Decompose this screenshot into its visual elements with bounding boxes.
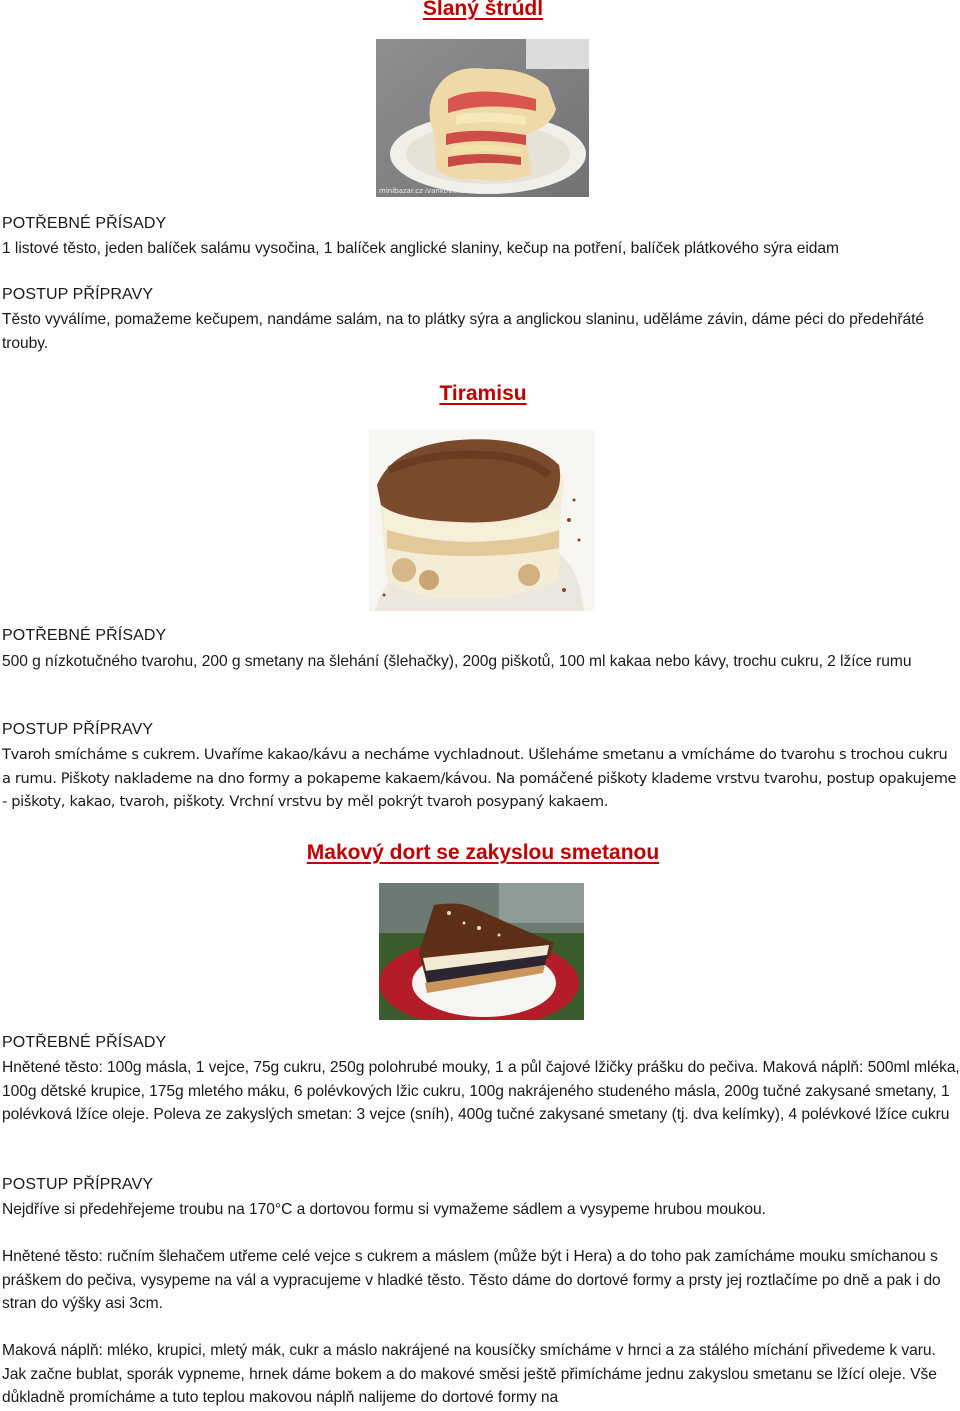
makovy-dort-procedure-step-1: Nejdříve si předehřejeme troubu na 170°C a dortovou formu si vymažeme sádlem a vysypeme hrubou moukou.: [2, 1201, 766, 1218]
tiramisu-procedure-heading: POSTUP PŘÍPRAVY: [2, 721, 154, 738]
tiramisu-photo: [369, 430, 595, 611]
makovy-dort-procedure-heading: POSTUP PŘÍPRAVY: [2, 1176, 154, 1193]
tiramisu-procedure: Tvaroh smícháme s cukrem. Uvaříme kakao/kávu a necháme vychladnout. Ušleháme smetanu a vmícháme do tvarohu s trochou cukru a rumu. Piškoty naklademe na dno formy a pokapeme kakaem/kávou. Na pomáčené piškoty klademe vrstvu tvarohu, postup opakujeme - piškoty, kakao, tvaroh, piškoty. Vrchní vrstvu by měl pokrýt tvaroh posypaný kakaem.: [2, 746, 957, 810]
strudl-ingredients-heading: POTŘEBNÉ PŘÍSADY: [2, 215, 167, 232]
recipe-title-tiramisu: Tiramisu: [439, 382, 527, 405]
tiramisu-ingredients-heading: POTŘEBNÉ PŘÍSADY: [2, 627, 167, 644]
strudl-photo: [376, 39, 589, 197]
tiramisu-ingredients: 500 g nízkotučného tvarohu, 200 g smetany na šlehání (šlehačky), 200g piškotů, 100 ml kakaa nebo kávy, trochu cukru, 2 lžíce rumu: [2, 653, 912, 670]
recipe-title-makovy-dort: Makový dort se zakyslou smetanou: [306, 841, 660, 864]
makovy-dort-photo: [379, 883, 584, 1020]
strudl-procedure-heading: POSTUP PŘÍPRAVY: [2, 286, 154, 303]
makovy-dort-ingredients-heading: POTŘEBNÉ PŘÍSADY: [2, 1034, 167, 1051]
strudl-photo-caption: minibazar.cz ivankovitkova: [379, 187, 474, 195]
strudl-ingredients: 1 listové těsto, jeden balíček salámu vysočina, 1 balíček anglické slaniny, kečup na potření, balíček plátkového sýra eidam: [2, 240, 839, 257]
strudl-procedure: Těsto vyválíme, pomažeme kečupem, nandáme salám, na to plátky sýra a anglickou slaninu, uděláme závin, dáme péci do předehřáté trouby.: [2, 311, 925, 352]
makovy-dort-procedure-step-3: Maková náplň: mléko, krupici, mletý mák, cukr a máslo nakrájené na kousíčky smícháme v hrnci a za stálého míchání přivedeme k varu. Jak začne bublat, sporák vypneme, hrnek dáme bokem a do makové směsi ještě přimícháme jednu zakyslou smetanu se lžící oleje. Vše důkladně promícháme a tuto teplou makovou náplň nalijeme do dortové formy na: [2, 1342, 937, 1406]
makovy-dort-ingredients: Hnětené těsto: 100g másla, 1 vejce, 75g cukru, 250g polohrubé mouky, 1 a půl čajové lžičky prášku do pečiva. Maková náplň: 500ml mléka, 100g dětské krupice, 175g mletého máku, 6 polévkových lžic cukru, 100g nakrájeného studeného másla, 200g tučné zakysané smetany, 1 polévková lžíce oleje. Poleva ze zakyslých smetan: 3 vejce (sníh), 400g tučné zakysané smetany (tj. dva kelímky), 4 polévkové lžíce cukru: [2, 1059, 960, 1123]
recipe-title-strudl: Slaný štrúdl: [422, 0, 544, 20]
makovy-dort-procedure-step-2: Hnětené těsto: ručním šlehačem utřeme celé vejce s cukrem a máslem (může být i Hera) a do toho pak zamícháme mouku smíchanou s práškem do pečiva, vysypeme na vál a vypracujeme v hladké těsto. Těsto dáme do dortové formy a prsty jej roztlačíme po dně a pak i do stran do výšky asi 3cm.: [2, 1248, 941, 1312]
